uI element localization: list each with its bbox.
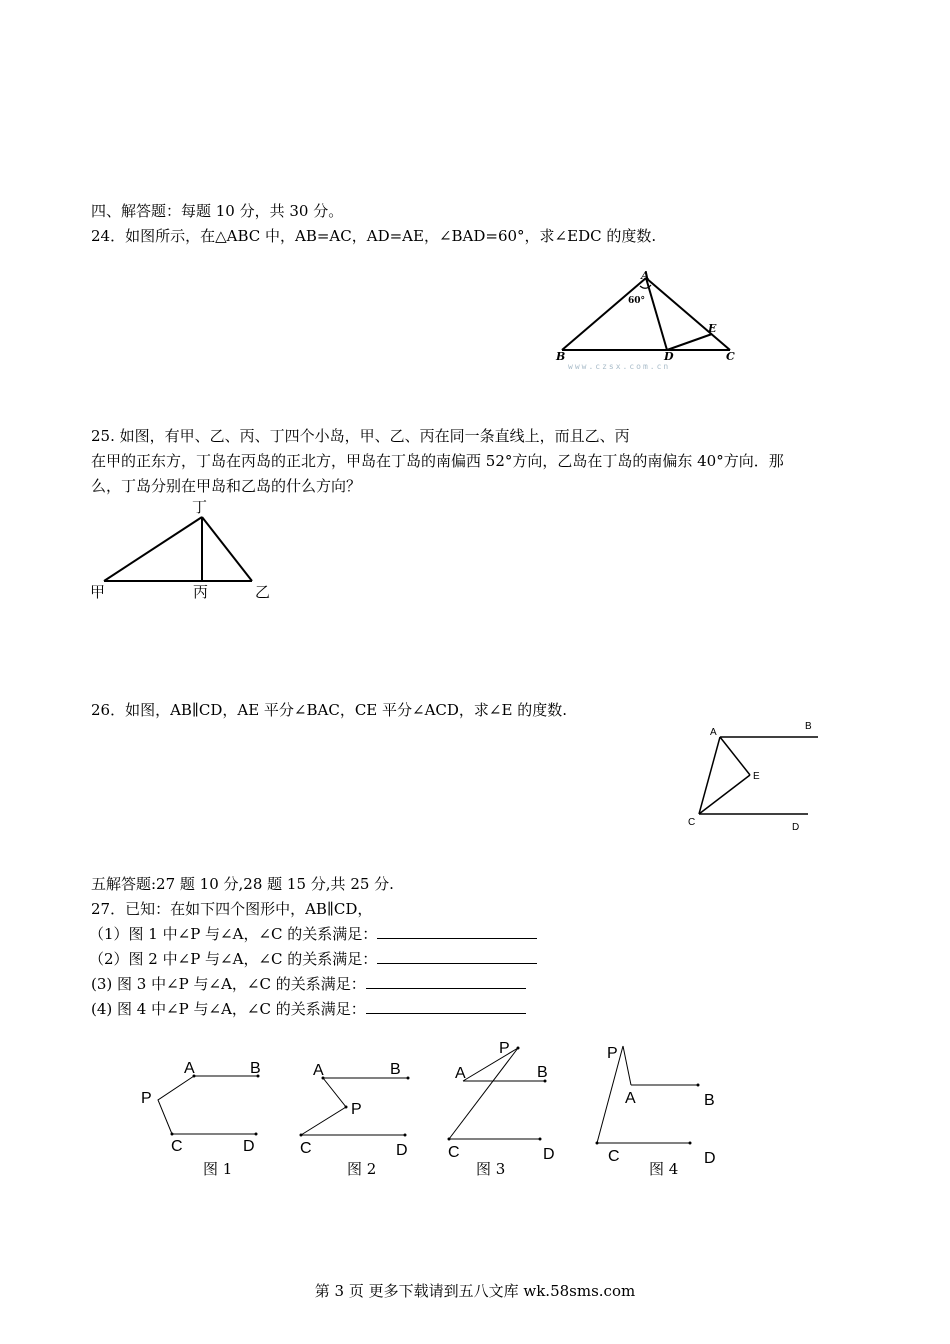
fig2-label-c: C	[300, 1140, 312, 1157]
q24-label-b: B	[556, 350, 566, 363]
fig2-label-p: P	[351, 1101, 362, 1118]
fig2-label-d: D	[396, 1142, 408, 1159]
q24-label-d: D	[664, 350, 674, 363]
q25-label-ding: 丁	[192, 498, 208, 516]
fig2-label-a: A	[313, 1062, 324, 1079]
fig1-caption: 图 1	[203, 1160, 233, 1178]
fig1-label-p: P	[141, 1090, 152, 1107]
q24-watermark: www.czsx.com.cn	[568, 362, 671, 371]
fig3-label-c: C	[448, 1144, 460, 1161]
fig4-label-c: C	[608, 1148, 620, 1165]
q26-label-d: D	[792, 822, 800, 833]
q26-label-a: A	[710, 727, 717, 738]
fig3-label-a: A	[455, 1065, 466, 1082]
q27-item-2-text: （2）图 2 中∠P 与∠A，∠C 的关系满足：	[89, 950, 378, 968]
q24-label-a: A	[641, 269, 650, 282]
q27-intro: 27．已知：在如下四个图形中，AB∥CD，	[91, 900, 373, 918]
q24-triangle-figure	[550, 268, 750, 373]
q27-item-1	[89, 924, 537, 944]
q27-item-3	[91, 974, 526, 994]
section5-heading: 五解答题:27 题 10 分,28 题 15 分,共 25 分.	[91, 875, 394, 893]
q27-item-4-text: (4) 图 4 中∠P 与∠A，∠C 的关系满足：	[91, 1000, 366, 1018]
q25-label-yi: 乙	[255, 583, 271, 601]
q27-item-4	[91, 999, 526, 1019]
q24-text: 24．如图所示，在△ABC 中，AB=AC，AD=AE，∠BAD=60°，求∠EDC 的度数.	[91, 227, 657, 245]
q25-line3: 么，丁岛分别在甲岛和乙岛的什么方向？	[91, 477, 362, 495]
fig4-label-p: P	[607, 1045, 618, 1062]
q25-islands-figure	[88, 495, 288, 607]
q25-line1: 25. 如图，有甲、乙、丙、丁四个小岛，甲、乙、丙在同一条直线上，而且乙、丙	[91, 427, 630, 445]
fig2-caption: 图 2	[347, 1160, 377, 1178]
section4-heading: 四、解答题：每题 10 分，共 30 分。	[91, 202, 344, 220]
fig4-label-a: A	[625, 1090, 636, 1107]
fig1-label-a: A	[184, 1060, 195, 1077]
page-footer: 第 3 页 更多下载请到五八文库 wk.58sms.com	[314, 1282, 636, 1300]
fig4-label-b: B	[704, 1092, 715, 1109]
q25-label-jia: 甲	[90, 583, 106, 601]
fig1-label-b: B	[250, 1060, 261, 1077]
q26-text: 26．如图，AB∥CD，AE 平分∠BAC，CE 平分∠ACD，求∠E 的度数.	[91, 701, 567, 719]
q26-label-e: E	[753, 771, 760, 782]
q24-angle-label: 60°	[628, 296, 646, 306]
q27-blank-3[interactable]	[366, 974, 526, 989]
fig2-label-b: B	[390, 1061, 401, 1078]
q24-label-c: C	[726, 350, 735, 363]
q27-item-1-text: （1）图 1 中∠P 与∠A，∠C 的关系满足：	[89, 925, 378, 943]
q27-blank-4[interactable]	[366, 999, 526, 1014]
q25-line2: 在甲的正东方，丁岛在丙岛的正北方，甲岛在丁岛的南偏西 52°方向，乙岛在丁岛的南偏东 40°方向．那	[91, 452, 784, 470]
q27-blank-1[interactable]	[377, 924, 537, 939]
q27-figures	[0, 1030, 950, 1190]
q27-blank-2[interactable]	[377, 949, 537, 964]
fig3-label-p: P	[499, 1040, 510, 1057]
q27-item-2	[89, 949, 537, 969]
q26-parallel-figure	[680, 712, 840, 837]
q27-item-3-text: (3) 图 3 中∠P 与∠A，∠C 的关系满足：	[91, 975, 366, 993]
fig1-label-c: C	[171, 1138, 183, 1155]
q25-label-bing: 丙	[193, 583, 209, 601]
fig3-caption: 图 3	[476, 1160, 506, 1178]
fig3-label-d: D	[543, 1146, 555, 1163]
q26-label-b: B	[805, 721, 812, 732]
fig1-label-d: D	[243, 1138, 255, 1155]
fig3-label-b: B	[537, 1064, 548, 1081]
fig4-caption: 图 4	[649, 1160, 679, 1178]
fig4-label-d: D	[704, 1150, 716, 1167]
q24-label-e: E	[708, 322, 717, 335]
q26-label-c: C	[688, 817, 696, 828]
